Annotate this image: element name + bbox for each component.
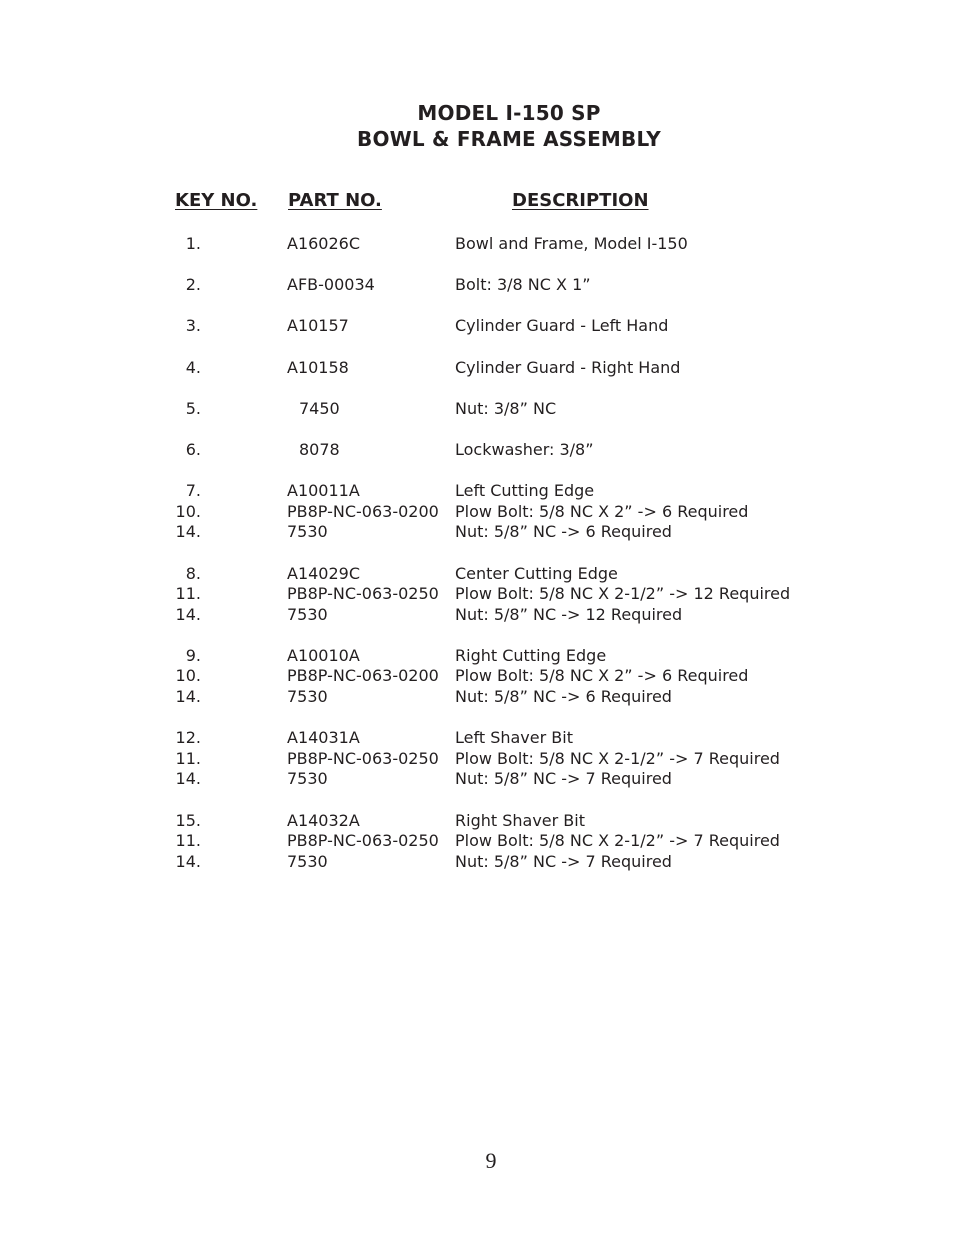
key-no-cell: 11.	[175, 748, 201, 768]
table-row	[0, 646, 954, 667]
description-cell: Nut: 5/8” NC -> 6 Required	[455, 522, 672, 542]
key-no-cell: 14.	[175, 851, 201, 871]
description-cell: Lockwasher: 3/8”	[455, 439, 594, 459]
key-no-cell: 14.	[175, 687, 201, 707]
part-no-cell: A14032A	[287, 810, 360, 830]
part-no-cell: 7530	[287, 522, 328, 542]
part-no-cell: A16026C	[287, 234, 361, 253]
table-row	[0, 502, 954, 523]
table-row	[0, 584, 954, 605]
table-row	[0, 749, 954, 770]
page-number: 9	[485, 1148, 497, 1173]
table-row	[0, 316, 954, 337]
key-no-cell: 15.	[175, 810, 201, 830]
key-no-cell: 5.	[185, 398, 201, 418]
table-row	[0, 852, 954, 873]
part-no-cell: PB8P-NC-063-0250	[287, 584, 439, 604]
part-no-cell: A14031A	[287, 728, 360, 748]
description-cell: Right Cutting Edge	[455, 645, 607, 665]
description-cell: Plow Bolt: 5/8 NC X 2” -> 6 Required	[455, 666, 749, 686]
description-cell: Left Shaver Bit	[455, 728, 573, 748]
part-no-cell: 7530	[287, 769, 328, 789]
description-cell: Nut: 5/8” NC -> 7 Required	[455, 851, 672, 871]
key-no-cell: 2.	[185, 275, 201, 295]
column-header-part-no: PART NO.	[288, 190, 382, 211]
description-cell: Plow Bolt: 5/8 NC X 2-1/2” -> 7 Required	[455, 831, 780, 851]
part-no-cell: A10158	[287, 357, 349, 377]
table-row	[0, 564, 954, 585]
key-no-cell: 6.	[185, 439, 201, 459]
description-cell: Nut: 3/8” NC	[455, 398, 557, 418]
table-row	[0, 666, 954, 687]
part-no-cell: AFB-00034	[287, 275, 375, 295]
part-no-cell: 8078	[299, 439, 340, 459]
part-no-cell: A10157	[287, 316, 349, 336]
part-no-cell: 7530	[287, 604, 328, 624]
description-cell: Plow Bolt: 5/8 NC X 2-1/2” -> 7 Required	[455, 748, 780, 768]
table-row	[0, 605, 954, 626]
key-no-cell: 3.	[185, 316, 201, 336]
description-cell: Center Cutting Edge	[455, 563, 618, 583]
description-cell: Right Shaver Bit	[455, 810, 585, 830]
description-cell: Bolt: 3/8 NC X 1”	[455, 275, 591, 295]
table-row	[0, 440, 954, 461]
table-row	[0, 481, 954, 502]
description-cell: Plow Bolt: 5/8 NC X 2” -> 6 Required	[455, 501, 749, 521]
description-cell: Cylinder Guard - Right Hand	[455, 357, 681, 377]
table-row	[0, 358, 954, 379]
table-row	[0, 811, 954, 832]
key-no-cell: 8.	[185, 563, 201, 583]
part-no-cell: 7450	[299, 398, 340, 418]
table-row	[0, 275, 954, 296]
key-no-cell: 4.	[185, 357, 201, 377]
table-row	[0, 234, 954, 255]
description-cell: Plow Bolt: 5/8 NC X 2-1/2” -> 12 Required	[455, 584, 791, 604]
table-row	[0, 522, 954, 543]
description-cell: Bowl and Frame, Model I-150	[455, 234, 688, 253]
key-no-cell: 1.	[185, 234, 201, 253]
key-no-cell: 10.	[175, 501, 201, 521]
description-cell: Nut: 5/8” NC -> 6 Required	[455, 687, 672, 707]
table-row	[0, 399, 954, 420]
description-cell: Left Cutting Edge	[455, 481, 595, 501]
part-no-cell: A10010A	[287, 645, 360, 665]
page-title: MODEL I-150 SP	[417, 101, 601, 125]
part-no-cell: PB8P-NC-063-0200	[287, 666, 439, 686]
parts-table	[0, 234, 954, 872]
key-no-cell: 14.	[175, 522, 201, 542]
description-cell: Nut: 5/8” NC -> 12 Required	[455, 604, 683, 624]
table-row	[0, 687, 954, 708]
key-no-cell: 10.	[175, 666, 201, 686]
table-row	[0, 831, 954, 852]
table-row	[0, 728, 954, 749]
key-no-cell: 11.	[175, 831, 201, 851]
description-cell: Cylinder Guard - Left Hand	[455, 316, 669, 336]
part-no-cell: 7530	[287, 851, 328, 871]
part-no-cell: A14029C	[287, 563, 361, 583]
key-no-cell: 14.	[175, 769, 201, 789]
key-no-cell: 11.	[175, 584, 201, 604]
page-subtitle: BOWL & FRAME ASSEMBLY	[357, 127, 661, 151]
key-no-cell: 14.	[175, 604, 201, 624]
description-cell: Nut: 5/8” NC -> 7 Required	[455, 769, 672, 789]
part-no-cell: PB8P-NC-063-0200	[287, 501, 439, 521]
key-no-cell: 7.	[185, 481, 201, 501]
key-no-cell: 12.	[175, 728, 201, 748]
column-header-key-no: KEY NO.	[175, 190, 258, 211]
part-no-cell: 7530	[287, 687, 328, 707]
part-no-cell: A10011A	[287, 481, 360, 501]
part-no-cell: PB8P-NC-063-0250	[287, 748, 439, 768]
key-no-cell: 9.	[185, 645, 201, 665]
column-header-description: DESCRIPTION	[512, 190, 649, 211]
part-no-cell: PB8P-NC-063-0250	[287, 831, 439, 851]
table-row	[0, 769, 954, 790]
